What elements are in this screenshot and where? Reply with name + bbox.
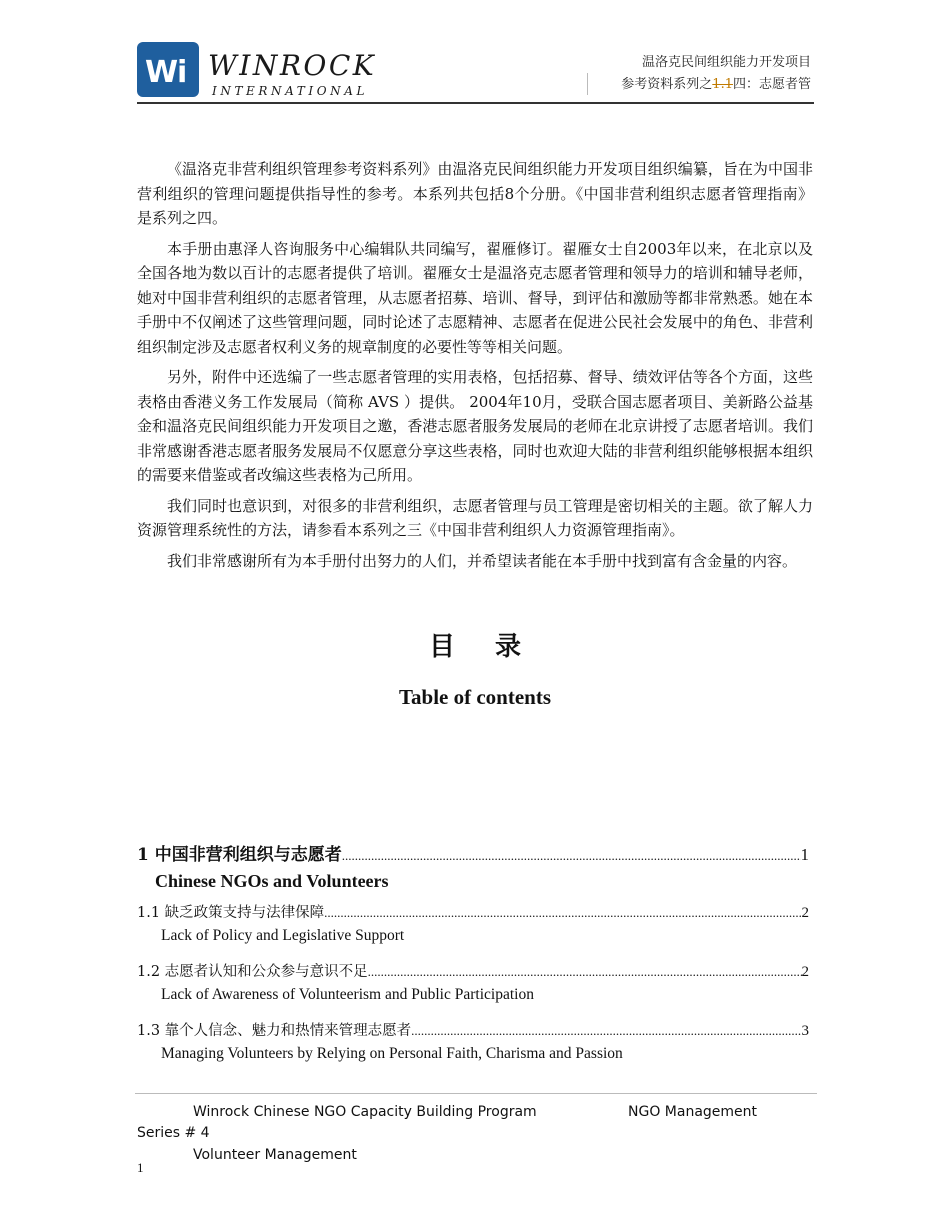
footer-program: Winrock Chinese NGO Capacity Building Program (193, 1104, 537, 1120)
introduction (137, 157, 813, 579)
toc-entry-1-3[interactable] (137, 1020, 809, 1042)
series-deleted-text: 1.1 (712, 77, 733, 92)
toc-entry-english: Managing Volunteers by Relying on Personal Faith, Charisma and Passion (161, 1045, 623, 1062)
footer-right-label: NGO Management (628, 1104, 758, 1120)
brand-subtitle: INTERNATIONAL (212, 84, 369, 98)
toc-entry-english: Lack of Awareness of Volunteerism and Public Participation (161, 986, 534, 1003)
intro-paragraph-1: 《温洛克非营利组织管理参考资料系列》由温洛克民间组织能力开发项目组织编纂，旨在为中国非营利组织的管理问题提供指导性的参考。本系列共包括8个分册。《中国非营利组织志愿者管理指南》是系列之四。 (137, 160, 813, 227)
intro-paragraph-2: 本手册由惠泽人咨询服务中心编辑队共同编写，翟雁修订。翟雁女士自2003年以来，在北京以及全国各地为数以百计的志愿者提供了培训。翟雁女士是温洛克志愿者管理和领导力的培训和辅导老师，她对中国非营利组织的志愿者管理，从志愿者招募、培训、督导，到评估和激励等都非常熟悉。她在本手册中不仅阐述了这些管理问题，同时论述了志愿精神、志愿者在促进公民社会发展中的角色、非营利组织制定涉及志愿者权利义务的规章制度的必要性等等相关问题。 (137, 239, 813, 356)
svg-text:W: W (145, 55, 179, 90)
page-number: 1 (137, 1160, 144, 1175)
toc-entry-english: Chinese NGOs and Volunteers (155, 871, 389, 891)
toc-entry-page: 1 (800, 845, 809, 864)
toc-entry-page: 2 (801, 964, 809, 980)
intro-paragraph-4: 我们同时也意识到，对很多的非营利组织，志愿者管理与员工管理是密切相关的主题。欲了解人力资源管理系统性的方法，请参看本系列之三《中国非营利组织人力资源管理指南》。 (137, 496, 813, 539)
series-prefix: 参考资料系列之 (621, 77, 713, 92)
header-divider (587, 73, 588, 95)
toc-entry-label: 1.2 志愿者认知和公众参与意识不足 (137, 964, 368, 980)
svg-text:i: i (177, 55, 188, 90)
toc-leader-dots (324, 902, 801, 924)
toc-entry-label: 1.1 缺乏政策支持与法律保障 (137, 905, 325, 921)
toc-entry-chapter-1[interactable] (137, 843, 809, 868)
winrock-logo-icon (137, 42, 199, 97)
header-rule (137, 102, 814, 104)
footer-topic: Volunteer Management (193, 1147, 357, 1163)
toc-entry-english: Lack of Policy and Legislative Support (161, 927, 405, 944)
project-name: 温洛克民间组织能力开发项目 (641, 55, 811, 70)
toc-entry-page: 2 (801, 905, 809, 921)
toc-entry-label: 1.3 靠个人信念、魅力和热情来管理志愿者 (137, 1023, 412, 1039)
series-suffix: 四：志愿者管 (732, 77, 811, 92)
toc-title-char-2: 录 (495, 632, 522, 662)
footer-series: Series # 4 (137, 1125, 210, 1141)
table-of-contents (137, 843, 809, 1079)
footer-rule (135, 1093, 817, 1094)
toc-entry-1-2[interactable] (137, 961, 809, 983)
brand-name: WINROCK (208, 49, 377, 82)
toc-title (0, 630, 950, 664)
toc-subtitle: Table of contents (398, 685, 552, 709)
toc-entry-page: 3 (801, 1023, 809, 1039)
toc-leader-dots (342, 844, 801, 868)
series-title (621, 77, 811, 93)
toc-leader-dots (368, 961, 802, 983)
intro-paragraph-5: 我们非常感谢所有为本手册付出努力的人们，并希望读者能在本手册中找到富有含金量的内容。 (167, 551, 798, 570)
toc-title-char-1: 目 (428, 632, 455, 662)
toc-entry-1-1[interactable] (137, 902, 809, 924)
toc-entry-label: 1 中国非营利组织与志愿者 (137, 845, 342, 865)
toc-leader-dots (411, 1020, 801, 1042)
intro-paragraph-3: 另外，附件中还选编了一些志愿者管理的实用表格，包括招募、督导、绩效评估等各个方面，这些表格由香港义务工作发展局（简称 AVS ）提供。 2004年10月，受联合国志愿者项目、美新路公益基金和温洛克民间组织能力开发项目之邀，香港志愿者服务发展局的老师在北京讲授了志愿者培训。我们非常感谢香港志愿者服务发展局不仅愿意分享这些表格，同时也欢迎大陆的非营利组织能够根据本组织的需要来借鉴或者改编这些表格为己所用。 (137, 368, 813, 484)
